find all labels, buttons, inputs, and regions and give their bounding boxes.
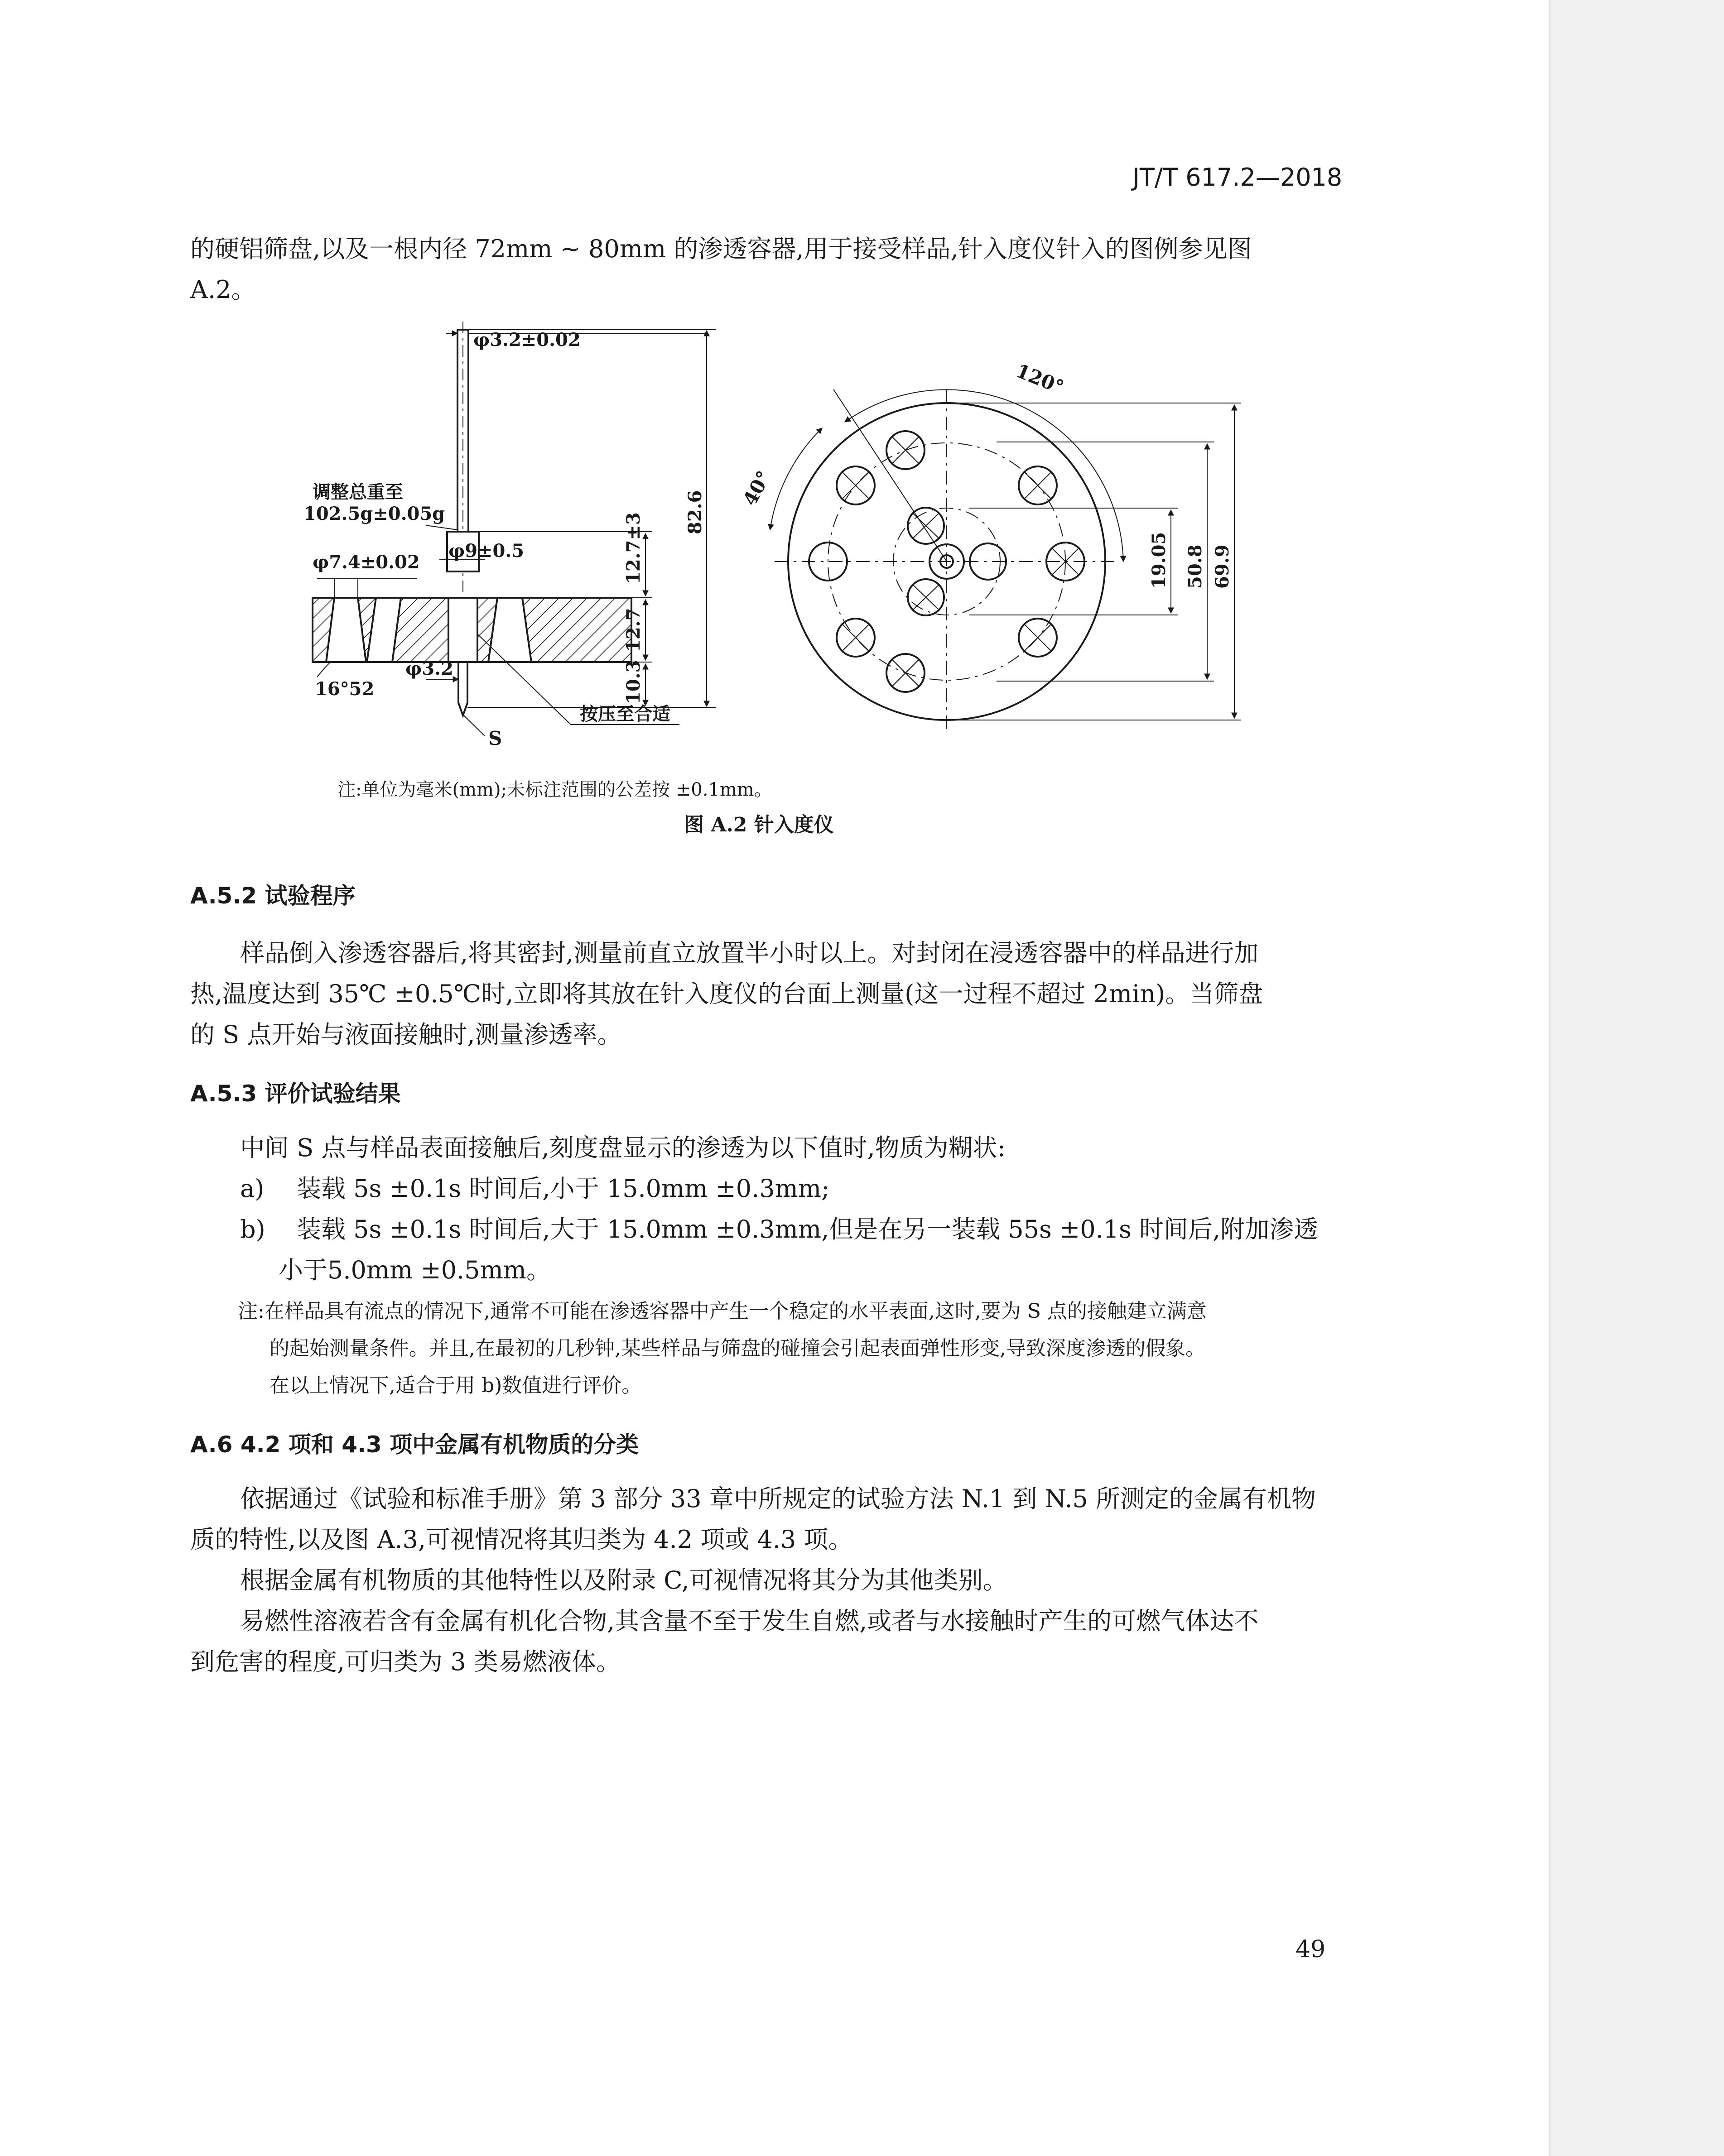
a53-note-3: 在以上情况下,适合于用 b)数值进行评价。 xyxy=(270,1374,642,1397)
a53-item-b-2: 小于5.0mm ±0.5mm。 xyxy=(279,1256,551,1284)
label-h-12-7: 12.7 xyxy=(623,608,644,652)
label-dia-9: φ9±0.5 xyxy=(448,540,525,562)
section-a52-title: A.5.2 试验程序 xyxy=(190,883,356,909)
a53-item-b-1: 装载 5s ±0.1s 时间后,大于 15.0mm ±0.3mm,但是在另一装载 55s ±0.1s 时间后,附加渗透 xyxy=(297,1215,1319,1244)
a53-note-1: 注:在样品具有流点的情况下,通常不可能在渗透容器中产生一个稳定的水平表面,这时,要为 S 点的接触建立满意 xyxy=(238,1300,1207,1323)
a53-item-a-marker: a) xyxy=(240,1174,265,1203)
intro-line-1: 的硬铝筛盘,以及一根内径 72mm ~ 80mm 的渗透容器,用于接受样品,针入度仪针入的图例参见图 xyxy=(190,235,1252,263)
intro-line-2: A.2。 xyxy=(190,275,256,304)
penetrometer-figure xyxy=(290,317,1286,779)
a6-p3-line-1: 易燃性溶液若含有金属有机化合物,其含量不至于发生自燃,或者与水接触时产生的可燃气体达不 xyxy=(240,1607,1259,1635)
document-id: JT/T 617.2—2018 xyxy=(1132,163,1343,192)
a52-line-3: 的 S 点开始与液面接触时,测量渗透率。 xyxy=(190,1020,622,1049)
section-a6-title: A.6 4.2 项和 4.3 项中金属有机物质的分类 xyxy=(190,1431,639,1458)
a53-intro: 中间 S 点与样品表面接触后,刻度盘显示的渗透为以下值时,物质为糊状: xyxy=(240,1133,1006,1162)
label-h-10-3: 10.3 xyxy=(623,660,644,704)
label-angle-16-52: 16°52 xyxy=(315,678,375,700)
a53-note-2: 的起始测量条件。并且,在最初的几秒钟,某些样品与筛盘的碰撞会引起表面弹性形变,导致深度渗透的假象。 xyxy=(270,1337,1205,1360)
page-edge-shadow xyxy=(1549,0,1724,2156)
page-number: 49 xyxy=(1295,1936,1326,1963)
label-adjust-2: 102.5g±0.05g xyxy=(303,503,445,524)
a53-item-b-marker: b) xyxy=(240,1215,265,1244)
a6-p1-line-1: 依据通过《试验和标准手册》第 3 部分 33 章中所规定的试验方法 N.1 到 N.5 所测定的金属有机物 xyxy=(240,1484,1316,1513)
disc-hub xyxy=(448,598,477,662)
a52-line-1: 样品倒入渗透容器后,将其密封,测量前直立放置半小时以上。对封闭在浸透容器中的样品进行加 xyxy=(240,939,1259,967)
figure-caption: 图 A.2 针入度仪 xyxy=(684,813,834,836)
label-angle-40: 40° xyxy=(738,467,775,509)
label-point-s: S xyxy=(488,727,502,749)
plan-view xyxy=(770,389,1241,734)
label-press: 按压至合适 xyxy=(580,703,670,725)
section-a53-title: A.5.3 评价试验结果 xyxy=(190,1080,401,1107)
label-h-12-7-tol: 12.7±3 xyxy=(623,512,644,584)
label-d-50-8: 50.8 xyxy=(1185,544,1206,589)
label-h-82-6: 82.6 xyxy=(684,490,706,534)
side-view xyxy=(313,322,716,736)
label-adjust-1: 调整总重至 xyxy=(313,481,403,503)
label-dia-3-2: φ3.2 xyxy=(405,658,453,679)
label-dia-7-4: φ7.4±0.02 xyxy=(313,552,420,573)
needle-tip xyxy=(458,662,467,715)
needle-stem xyxy=(457,330,468,532)
a53-item-a: 装载 5s ±0.1s 时间后,小于 15.0mm ±0.3mm; xyxy=(297,1174,830,1203)
label-dia-top: φ3.2±0.02 xyxy=(473,329,581,351)
figure-note: 注:单位为毫米(mm);未标注范围的公差按 ±0.1mm。 xyxy=(337,779,772,800)
label-angle-120: 120° xyxy=(1013,359,1067,399)
a52-line-2: 热,温度达到 35℃ ±0.5℃时,立即将其放在针入度仪的台面上测量(这一过程不超过 2min)。当筛盘 xyxy=(190,980,1263,1008)
label-d-19-05: 19.05 xyxy=(1148,532,1170,589)
label-d-69-9: 69.9 xyxy=(1212,544,1233,589)
a6-p2: 根据金属有机物质的其他特性以及附录 C,可视情况将其分为其他类别。 xyxy=(240,1566,1007,1594)
a6-p3-line-2: 到危害的程度,可归类为 3 类易燃液体。 xyxy=(190,1647,621,1676)
a6-p1-line-2: 质的特性,以及图 A.3,可视情况将其归类为 4.2 项或 4.3 项。 xyxy=(190,1525,853,1554)
